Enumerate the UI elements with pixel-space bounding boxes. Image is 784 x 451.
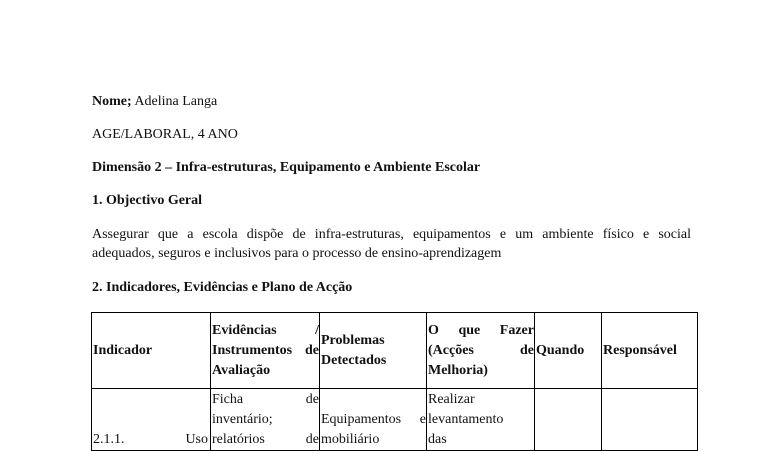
header-quando: Quando	[535, 313, 602, 389]
cell-evidencias: Ficha de inventário; relatórios de	[211, 389, 320, 451]
cell-quando	[535, 389, 602, 451]
cell-indicador: 2.1.1. Uso	[92, 389, 211, 451]
course-line: AGE/LABORAL, 4 ANO	[92, 127, 238, 142]
dimension-heading: Dimensão 2 – Infra-estruturas, Equipamento e Ambiente Escolar	[92, 160, 481, 175]
section2-title: 2. Indicadores, Evidências e Plano de Acção	[92, 280, 353, 295]
name-label: Nome;	[92, 94, 132, 109]
cell-responsavel	[602, 389, 698, 451]
action-plan-table	[91, 312, 698, 451]
name-line	[92, 93, 217, 111]
header-responsavel: Responsável	[602, 313, 698, 389]
objective-line-1: Assegurar que a escola dispõe de infra-estruturas, equipamentos e um ambiente físico e social	[92, 227, 691, 242]
name-value: Adelina Langa	[134, 94, 218, 109]
header-problemas: Problemas Detectados	[320, 313, 427, 389]
objective-paragraph	[92, 225, 691, 263]
section1-title: 1. Objectivo Geral	[92, 193, 203, 208]
header-o-que-fazer: O que Fazer (Acções de Melhoria)	[427, 313, 535, 389]
header-evidencias: Evidências / Instrumentos de Avaliação	[211, 313, 320, 389]
cell-problemas: Equipamentos e mobiliário	[320, 389, 427, 451]
table-row	[92, 389, 698, 451]
table-header-row	[92, 313, 698, 389]
header-indicador: Indicador	[92, 313, 211, 389]
objective-line-2: adequados, seguros e inclusivos para o processo de ensino-aprendizagem	[92, 246, 502, 261]
cell-o-que-fazer: Realizar levantamento das	[427, 389, 535, 451]
